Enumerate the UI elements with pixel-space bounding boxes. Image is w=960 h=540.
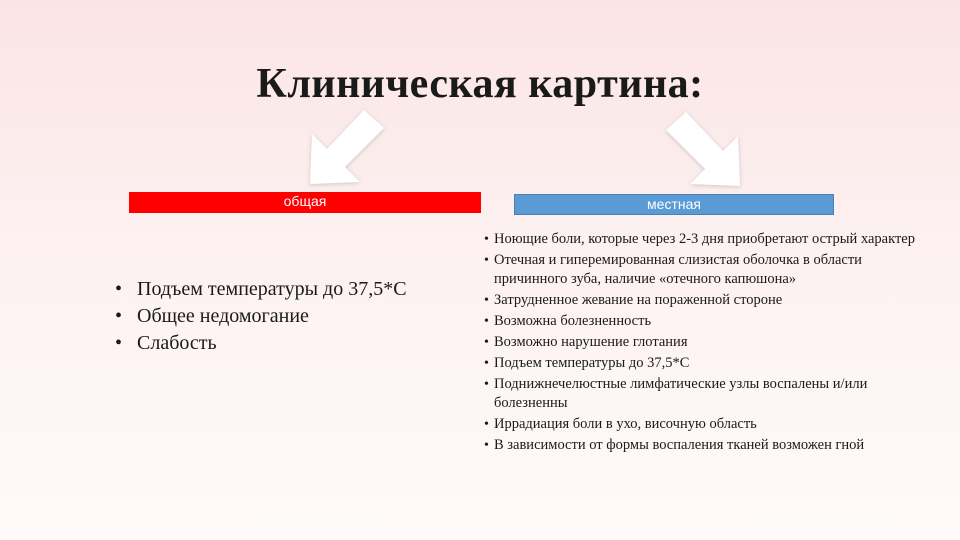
list-item-text: Ноющие боли, которые через 2-3 дня приобретают острый характер: [494, 231, 915, 247]
list-item: [113, 330, 473, 356]
bullet-icon: •: [484, 356, 489, 371]
bullet-icon: •: [484, 314, 489, 329]
bullet-icon: •: [484, 377, 489, 392]
list-item: [484, 436, 934, 455]
bullet-icon: •: [115, 305, 123, 327]
list-item: [484, 354, 934, 373]
list-item: [113, 303, 473, 329]
list-item: [484, 291, 934, 310]
list-item-text: Подъем температуры до 37,5*С: [494, 355, 690, 371]
list-item-text: Возможна болезненность: [494, 313, 652, 329]
local-symptoms-list: [484, 230, 934, 457]
list-item: [113, 276, 473, 302]
bullet-icon: •: [484, 293, 489, 308]
bullet-icon: •: [484, 438, 489, 453]
list-item-text: Подъем температуры до 37,5*С: [137, 278, 407, 300]
list-item: [484, 333, 934, 352]
list-item-text: В зависимости от формы воспаления тканей возможен гной: [494, 437, 865, 453]
general-label: общая: [129, 192, 481, 213]
slide-title: Клиническая картина:: [256, 61, 704, 107]
list-item-text: Отечная и гиперемированная слизистая оболочка в области причинного зуба, наличие «отечного капюшона»: [494, 252, 862, 287]
general-symptoms-list: [113, 276, 473, 357]
bullet-icon: •: [484, 335, 489, 350]
bullet-icon: •: [484, 253, 489, 268]
list-item-text: Общее недомогание: [137, 305, 309, 327]
list-item: [484, 251, 934, 289]
list-item: [484, 375, 934, 413]
bullet-icon: •: [484, 232, 489, 247]
arrow-down-left-icon: [310, 110, 384, 184]
list-item-text: Поднижнечелюстные лимфатические узлы воспалены и/или болезненны: [494, 376, 868, 411]
bullet-icon: •: [115, 278, 123, 300]
list-item-text: Возможно нарушение глотания: [494, 334, 688, 350]
arrow-down-right-icon: [666, 112, 740, 186]
bullet-icon: •: [484, 417, 489, 432]
list-item: [484, 415, 934, 434]
bullet-icon: •: [115, 332, 123, 354]
list-item-text: Слабость: [137, 332, 217, 354]
list-item-text: Иррадиация боли в ухо, височную область: [494, 416, 757, 432]
list-item: [484, 312, 934, 331]
list-item: [484, 230, 934, 249]
list-item-text: Затрудненное жевание на пораженной стороне: [494, 292, 783, 308]
local-label: местная: [514, 194, 834, 215]
